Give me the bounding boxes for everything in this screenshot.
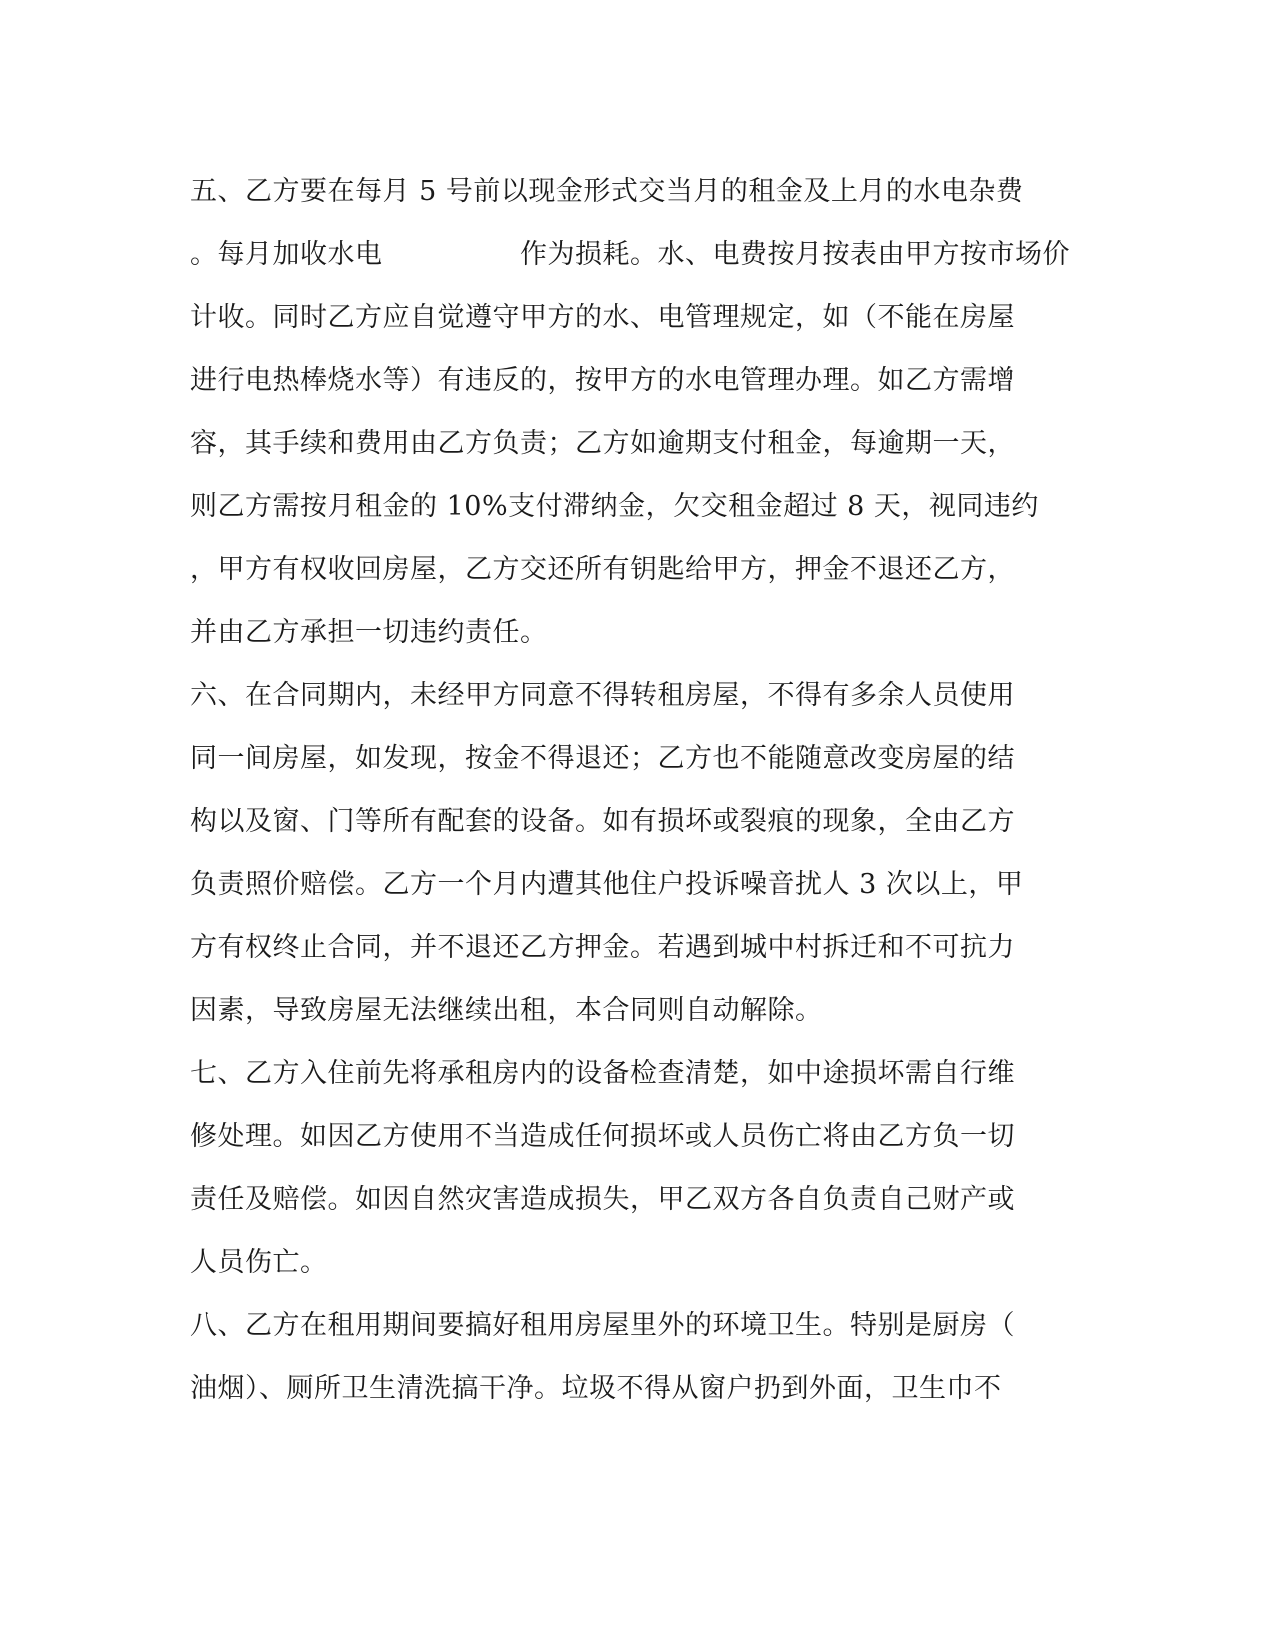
text-line: 。每月加收水电 作为损耗。水、电费按月按表由甲方按市场价 [190,239,1070,270]
text-line: 构以及窗、门等所有配套的设备。如有损坏或裂痕的现象，全由乙方 [190,806,1015,837]
text-line: 五、乙方要在每月 5 号前以现金形式交当月的租金及上月的水电杂费 [190,176,1024,207]
text-line: 负责照价赔偿。乙方一个月内遭其他住户投诉噪音扰人 3 次以上，甲 [190,869,1024,900]
text-line: 责任及赔偿。如因自然灾害造成损失，甲乙双方各自负责自己财产或 [190,1184,1015,1215]
contract-body [190,160,1090,1420]
text-line: 进行电热棒烧水等）有违反的，按甲方的水电管理办理。如乙方需增 [190,365,1015,396]
text-line: 方有权终止合同，并不退还乙方押金。若遇到城中村拆迁和不可抗力 [190,932,1015,963]
text-line: 同一间房屋，如发现，按金不得退还；乙方也不能随意改变房屋的结 [190,743,1015,774]
text-line: 计收。同时乙方应自觉遵守甲方的水、电管理规定，如（不能在房屋 [190,302,1015,333]
text-line: 八、乙方在租用期间要搞好租用房屋里外的环境卫生。特别是厨房（ [190,1310,1015,1341]
text-line: ，甲方有权收回房屋，乙方交还所有钥匙给甲方，押金不退还乙方， [190,554,1015,585]
text-line: 并由乙方承担一切违约责任。 [190,617,548,648]
text-line: 六、在合同期内，未经甲方同意不得转租房屋，不得有多余人员使用 [190,680,1015,711]
text-line: 七、乙方入住前先将承租房内的设备检查清楚，如中途损坏需自行维 [190,1058,1015,1089]
text-line: 容，其手续和费用由乙方负责；乙方如逾期支付租金，每逾期一天， [190,428,1015,459]
text-line: 修处理。如因乙方使用不当造成任何损坏或人员伤亡将由乙方负一切 [190,1121,1015,1152]
text-line: 因素，导致房屋无法继续出租，本合同则自动解除。 [190,995,823,1026]
text-line: 人员伤亡。 [190,1247,328,1278]
text-line: 则乙方需按月租金的 10%支付滞纳金，欠交租金超过 8 天，视同违约 [190,491,1039,522]
text-line: 油烟）、厕所卫生清洗搞干净。垃圾不得从窗户扔到外面，卫生巾不 [190,1373,1002,1404]
